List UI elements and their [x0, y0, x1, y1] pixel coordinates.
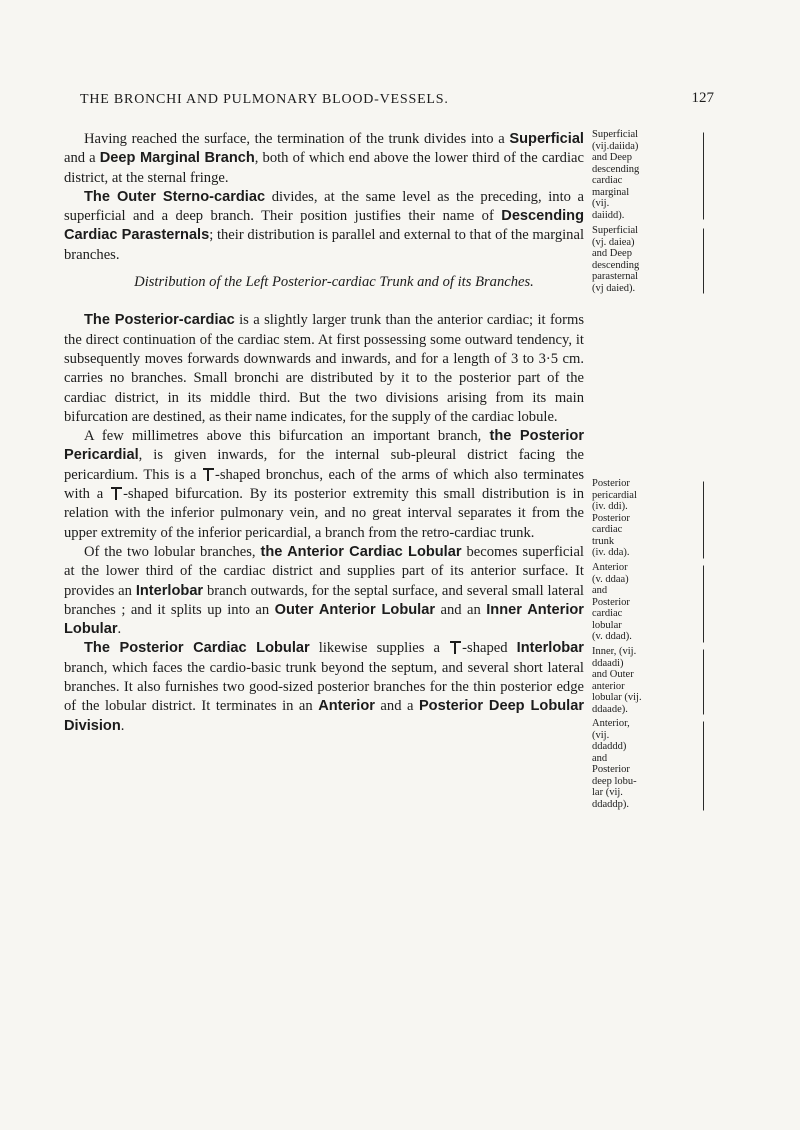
paragraph-marginal: Having reached the surface, the termination of the trunk divides into a Superficial and a Deep Marginal Branch, both of which end above the lower third of the cardiac district, at the sternal fringe.: [64, 131, 584, 186]
margin-note: Posterior pericardial (iv. ddi). Posterior cardiac trunk (iv. dda).: [592, 478, 637, 558]
margin-brace: [697, 481, 704, 559]
page-number: 127: [691, 90, 714, 106]
t-shape-icon: [111, 487, 122, 500]
term-posterior-cardiac-lobular: The Posterior Cardiac Lobular: [84, 640, 310, 657]
term-superficial: Superficial: [509, 131, 584, 147]
margin-brace: [697, 132, 704, 220]
term-outer-anterior-lobular: Outer Anterior Lobular: [274, 601, 436, 618]
margin-note: Superficial (vij.daiida) and Deep descending cardiac marginal (vij. daiidd).: [592, 129, 640, 221]
term-deep-marginal-branch: Deep Marginal Branch: [99, 150, 255, 167]
running-title: THE BRONCHI AND PULMONARY BLOOD-VESSELS.: [80, 92, 449, 107]
term-inner-anterior-lobular: Inner Anterior Lobular: [64, 601, 584, 638]
margin-notes: [592, 0, 704, 1130]
paragraph-anterior-lobular: Of the two lobular branches, the Anterior Cardiac Lobular becomes superficial at the lower third of the cardiac district and supplies part of its anterior surface. It provides an Interlobar branch outwards, for the septal surface, and several small lateral branches ; and it splits up into an Outer Anterior Lobular and an Inner Anterior Lobular.: [64, 543, 584, 638]
margin-brace: [697, 649, 704, 715]
term-descending-cardiac-parasternals: Descending Cardiac Parasternals: [64, 208, 584, 244]
margin-brace: [697, 565, 704, 643]
margin-note: Superficial (vj. daiea) and Deep descending parasternal (vj daied).: [592, 225, 640, 294]
paragraph-posterior-lobular: The Posterior Cardiac Lobular likewise supplies a -shaped Interlobar branch, which faces the cardio-basic trunk beyond the septum, and several short lateral branches. It also furnishes two good-sized posterior branches for the thin posterior edge of the lobular district. It terminates in an Anterior and a Posterior Deep Lobular Division.: [64, 640, 584, 734]
term-anterior: Anterior: [318, 698, 375, 715]
main-text: [64, 130, 584, 736]
term-anterior-cardiac-lobular: the Anterior Cardiac Lobular: [260, 543, 462, 560]
section-caption: Distribution of the Left Posterior-cardiac Trunk and of its Branches.: [134, 274, 534, 291]
term-posterior-deep-lobular-division: Posterior Deep Lobular Division: [64, 698, 584, 734]
paragraph-posterior-pericardial: A few millimetres above this bifurcation an important branch, the Posterior Pericardial, is given inwards, for the internal sub-pleural district facing the pericardium. This is a -shaped bronchus, each of the arms of which also terminates with a -shaped bifurcation. By its posterior extremity this small distribution is in relation with the inferior pulmonary vein, and no great interval separates it from the upper extremity of the inferior pericardial, a branch from the retro-cardiac trunk.: [64, 428, 585, 541]
margin-brace: [697, 721, 704, 811]
term-outer-sterno-cardiac: The Outer Sterno-cardiac: [84, 188, 266, 205]
margin-note: Anterior, (vij. ddaddd) and Posterior deep lobu- lar (vij. ddaddp).: [592, 718, 637, 810]
term-interlobar-posterior: Interlobar: [516, 640, 584, 657]
term-interlobar: Interlobar: [135, 582, 204, 599]
t-shape-icon: [203, 468, 214, 481]
margin-note: Inner, (vij. ddaadi) and Outer anterior lobular (vij. ddaade).: [592, 646, 642, 715]
t-shape-icon: [450, 641, 461, 654]
paragraph-outer-sterno-cardiac: The Outer Sterno-cardiac divides, at the same level as the preceding, into a superficial and a deep branch. Their position justifies their name of Descending Cardiac Parasternals; their distribution is parallel and external to that of the marginal branches.: [64, 188, 584, 263]
term-posterior-cardiac: The Posterior-cardiac: [84, 312, 235, 329]
paragraph-posterior-cardiac: The Posterior-cardiac is a slightly larger trunk than the anterior cardiac; it forms the direct continuation of the cardiac stem. At first possessing some outward tendency, it subsequently moves forwards downwards and inwards, and for a length of 3 to 3·5 cm. carries no branches. Small bronchi are distributed by it to the posterior part of the cardiac district, in its middle third. But the two divisions arising from its main bifurcation are destined, as their name indicates, for the supply of the cardiac lobule.: [64, 312, 584, 425]
margin-note: Anterior (v. ddaa) and Posterior cardiac lobular (v. ddad).: [592, 562, 632, 642]
term-posterior-pericardial: the Posterior Pericardial: [64, 428, 585, 464]
margin-brace: [697, 228, 704, 294]
